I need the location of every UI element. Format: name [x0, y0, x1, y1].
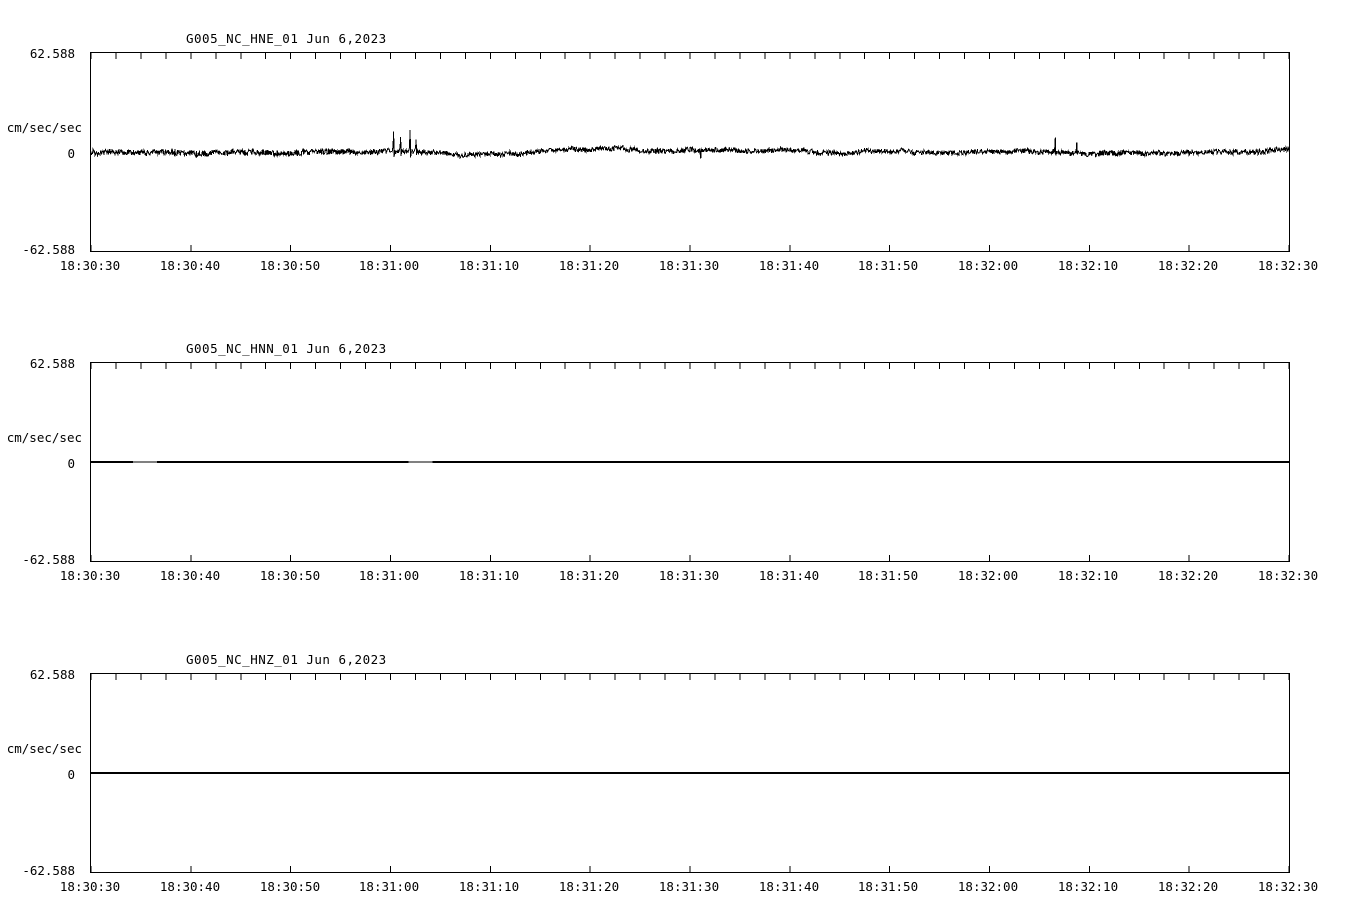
- x-tick-hnz-3: 18:31:00: [358, 879, 420, 894]
- x-tickmarks-bottom-hnz: [91, 866, 1289, 872]
- x-tick-hnn-7: 18:31:40: [758, 568, 820, 583]
- x-tick-hnz-0: 18:30:30: [59, 879, 121, 894]
- trace-svg-hnn: [91, 363, 1289, 561]
- x-tick-hnz-11: 18:32:20: [1157, 879, 1219, 894]
- panel-title-hnn: G005_NC_HNN_01 Jun 6,2023: [186, 341, 387, 356]
- x-tick-hne-0: 18:30:30: [59, 258, 121, 273]
- y-tick-zero-hnz: 0: [67, 767, 75, 782]
- x-tickmarks-top-hne: [91, 53, 1289, 59]
- x-tick-hnz-12: 18:32:30: [1257, 879, 1319, 894]
- x-tick-hne-9: 18:32:00: [957, 258, 1019, 273]
- x-tick-hnn-1: 18:30:40: [159, 568, 221, 583]
- trace-svg-hnz: [91, 674, 1289, 872]
- x-tick-hne-7: 18:31:40: [758, 258, 820, 273]
- x-tick-hne-1: 18:30:40: [159, 258, 221, 273]
- x-tick-hnn-3: 18:31:00: [358, 568, 420, 583]
- y-tick-min-hnz: -62.588: [22, 863, 75, 878]
- x-tick-hne-4: 18:31:10: [458, 258, 520, 273]
- x-tick-hnn-6: 18:31:30: [658, 568, 720, 583]
- plot-area-hnz: [90, 673, 1290, 873]
- waveform-hne: [91, 130, 1289, 158]
- y-tick-zero-hnn: 0: [67, 456, 75, 471]
- x-tick-hne-12: 18:32:30: [1257, 258, 1319, 273]
- plot-area-hnn: [90, 362, 1290, 562]
- x-tick-hnn-12: 18:32:30: [1257, 568, 1319, 583]
- x-tick-hnz-2: 18:30:50: [259, 879, 321, 894]
- x-tick-hnn-10: 18:32:10: [1057, 568, 1119, 583]
- panel-hnz: [0, 611, 1358, 906]
- x-tickmarks-bottom-hnn: [91, 555, 1289, 561]
- panel-hnn: [0, 305, 1358, 595]
- y-tick-max-hnz: 62.588: [29, 667, 75, 682]
- x-tick-hne-8: 18:31:50: [857, 258, 919, 273]
- x-tick-hnz-8: 18:31:50: [857, 879, 919, 894]
- y-tick-min-hne: -62.588: [22, 242, 75, 257]
- x-tick-hnn-4: 18:31:10: [458, 568, 520, 583]
- panel-title-hne: G005_NC_HNE_01 Jun 6,2023: [186, 31, 387, 46]
- y-axis-label-hne: cm/sec/sec: [6, 120, 82, 135]
- x-tick-hnn-2: 18:30:50: [259, 568, 321, 583]
- y-tick-min-hnn: -62.588: [22, 552, 75, 567]
- y-tick-zero-hne: 0: [67, 146, 75, 161]
- x-tick-hnz-1: 18:30:40: [159, 879, 221, 894]
- x-tick-hne-3: 18:31:00: [358, 258, 420, 273]
- y-axis-label-hnz: cm/sec/sec: [6, 741, 82, 756]
- x-tick-hnz-5: 18:31:20: [558, 879, 620, 894]
- panel-title-hnz: G005_NC_HNZ_01 Jun 6,2023: [186, 652, 387, 667]
- x-tick-hne-2: 18:30:50: [259, 258, 321, 273]
- x-tick-hne-6: 18:31:30: [658, 258, 720, 273]
- x-tick-hnz-10: 18:32:10: [1057, 879, 1119, 894]
- x-tickmarks-top-hnz: [91, 674, 1289, 680]
- trace-svg-hne: [91, 53, 1289, 251]
- panel-hne: [0, 0, 1358, 290]
- x-tickmarks-bottom-hne: [91, 245, 1289, 251]
- y-tick-max-hne: 62.588: [29, 46, 75, 61]
- x-tick-hnz-7: 18:31:40: [758, 879, 820, 894]
- x-tick-hnn-11: 18:32:20: [1157, 568, 1219, 583]
- x-tick-hne-5: 18:31:20: [558, 258, 620, 273]
- x-tick-hnz-6: 18:31:30: [658, 879, 720, 894]
- x-tick-hnz-4: 18:31:10: [458, 879, 520, 894]
- x-tick-hne-10: 18:32:10: [1057, 258, 1119, 273]
- x-tick-hnn-0: 18:30:30: [59, 568, 121, 583]
- y-axis-label-hnn: cm/sec/sec: [6, 430, 82, 445]
- plot-area-hne: [90, 52, 1290, 252]
- x-tickmarks-top-hnn: [91, 363, 1289, 369]
- y-tick-max-hnn: 62.588: [29, 356, 75, 371]
- x-tick-hne-11: 18:32:20: [1157, 258, 1219, 273]
- x-tick-hnn-8: 18:31:50: [857, 568, 919, 583]
- x-tick-hnz-9: 18:32:00: [957, 879, 1019, 894]
- x-tick-hnn-5: 18:31:20: [558, 568, 620, 583]
- x-tick-hnn-9: 18:32:00: [957, 568, 1019, 583]
